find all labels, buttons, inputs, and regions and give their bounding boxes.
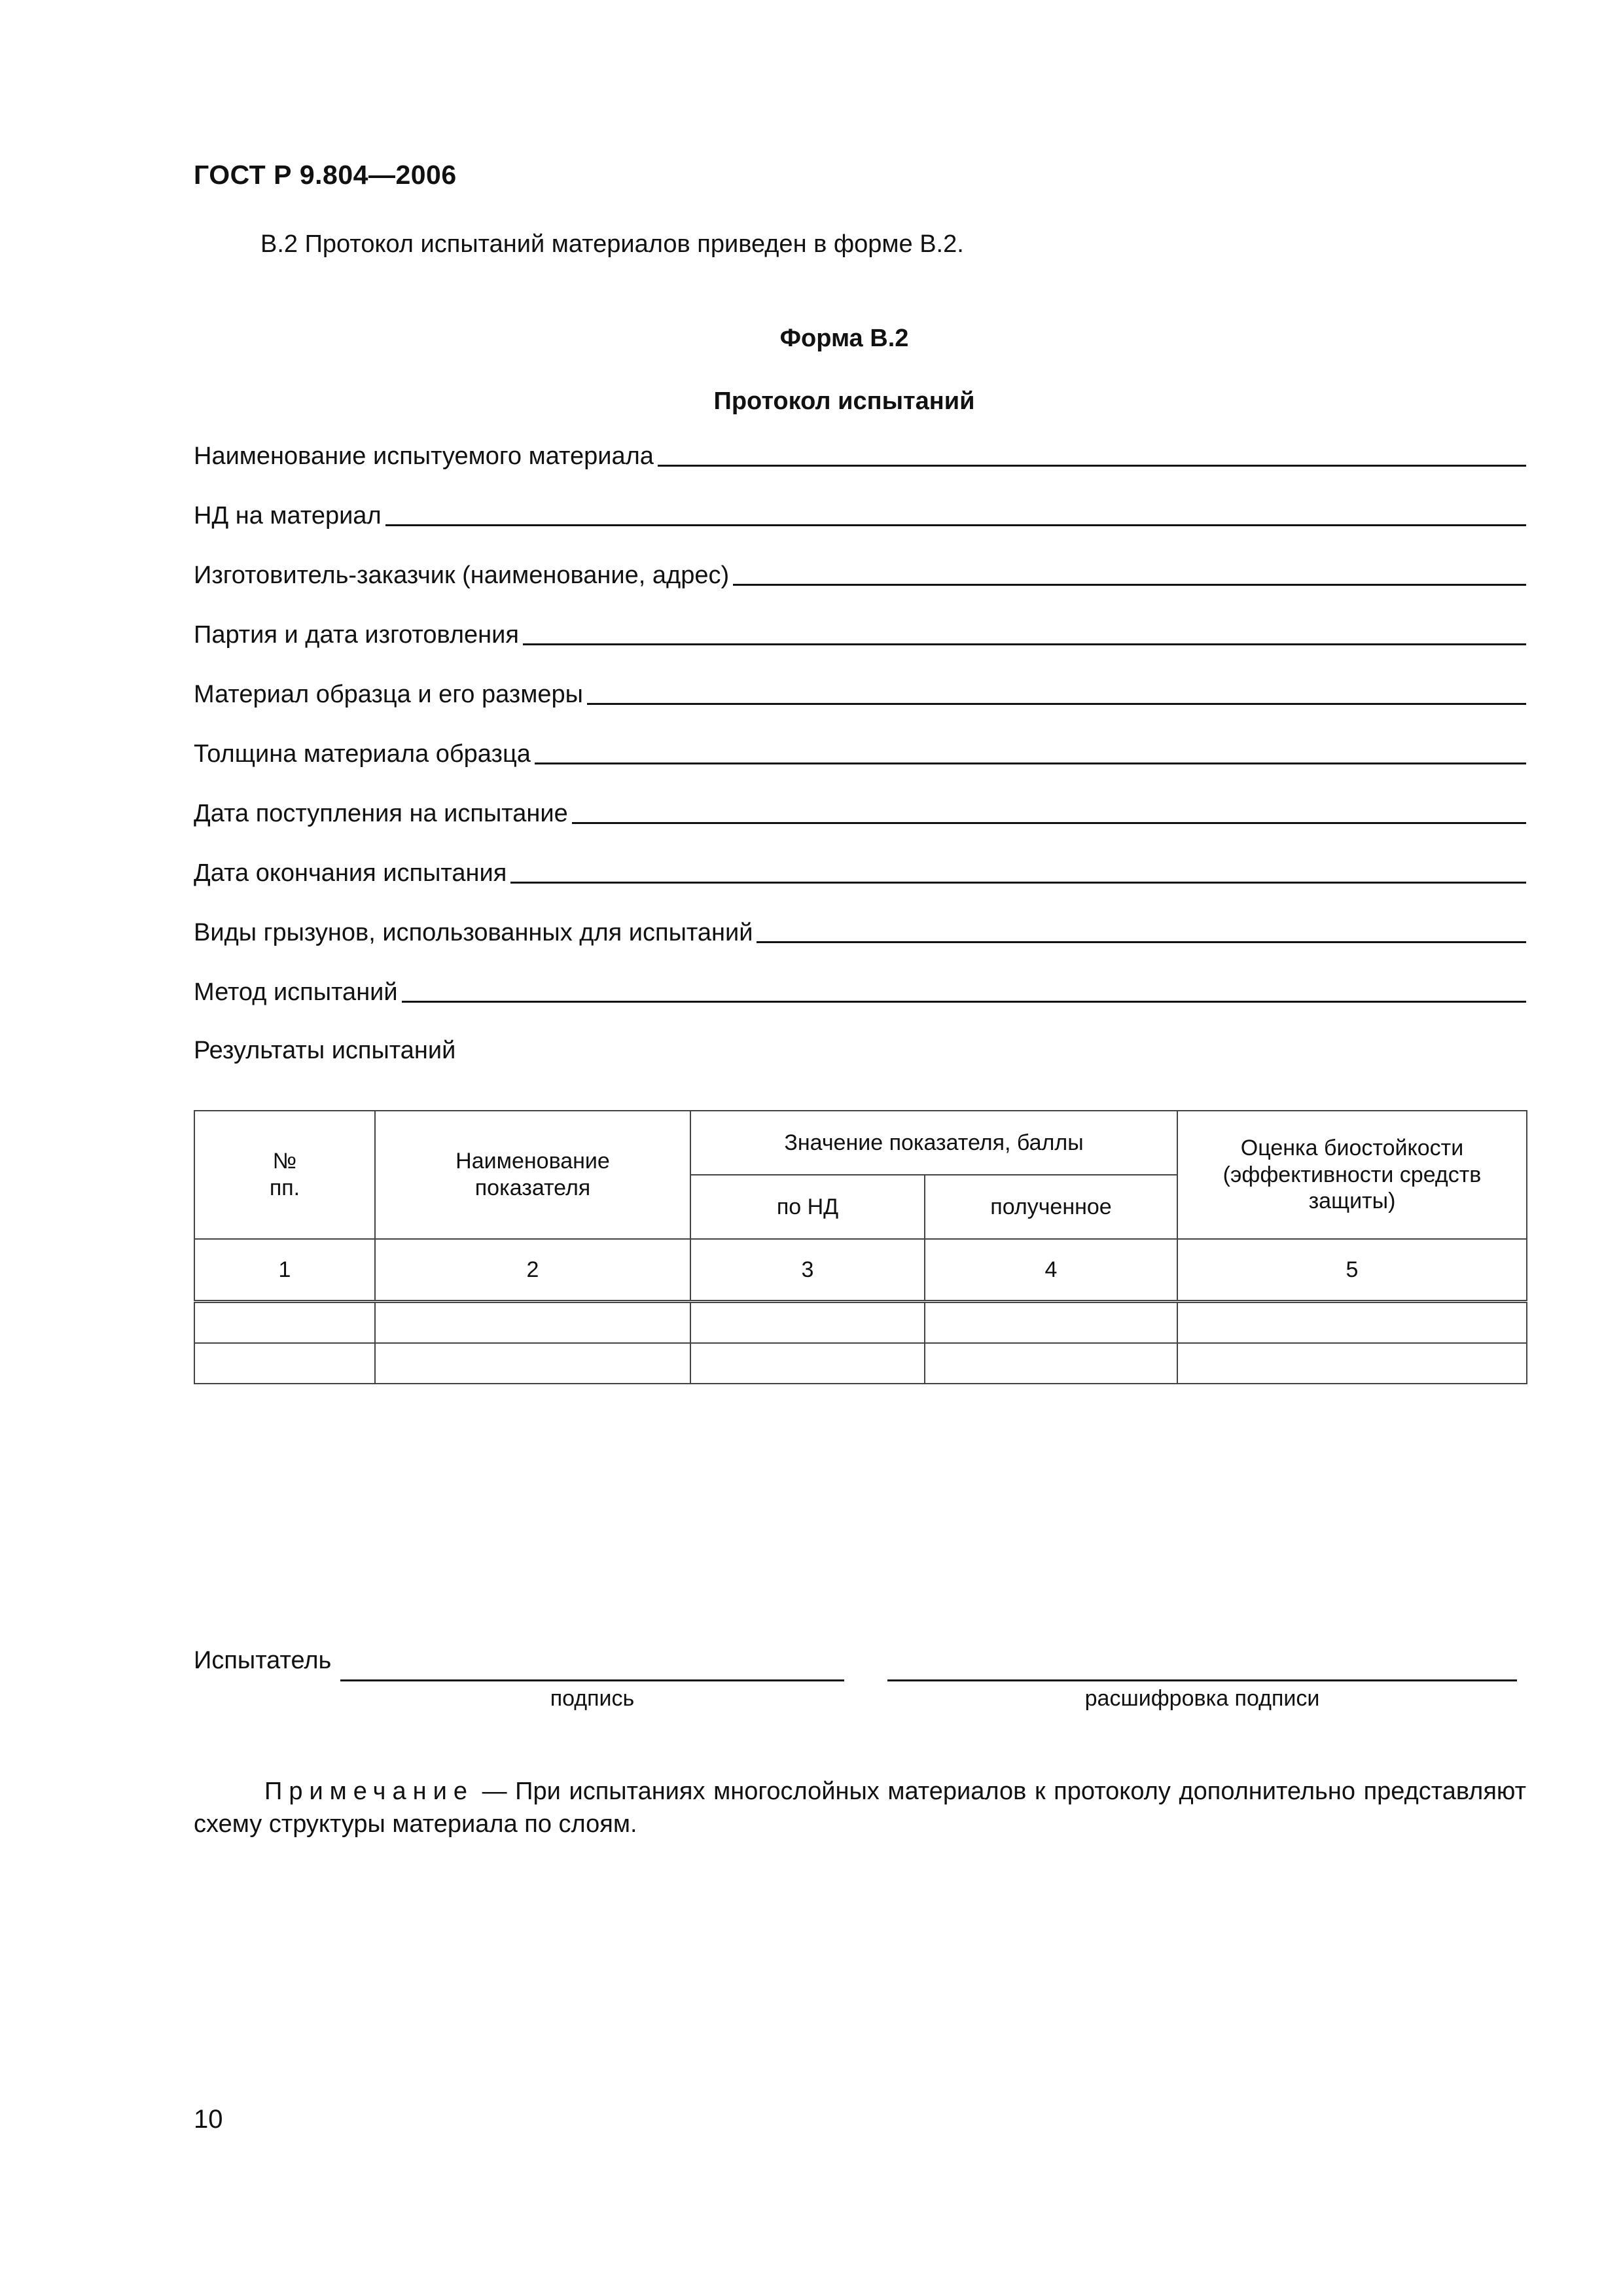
table-cell[interactable] (1177, 1343, 1527, 1384)
header-value-group: Значение показателя, баллы (690, 1111, 1177, 1175)
field-label: Толщина материала образца (194, 740, 531, 768)
results-table (194, 1110, 1527, 1384)
field-sample-thickness[interactable] (194, 740, 1526, 768)
page-number: 10 (194, 2105, 223, 2134)
field-sample-material[interactable] (194, 681, 1526, 709)
field-label: Дата окончания испытания (194, 859, 507, 887)
results-label: Результаты испытаний (194, 1037, 456, 1064)
header-indicator-name: Наименование показателя (375, 1111, 690, 1239)
field-end-date[interactable] (194, 859, 1526, 888)
table-row (194, 1302, 1527, 1344)
table-cell[interactable] (690, 1343, 925, 1384)
signature-caption: подпись (550, 1686, 635, 1711)
field-batch-date[interactable] (194, 621, 1526, 649)
field-nd[interactable] (194, 502, 1526, 530)
fill-line[interactable] (385, 524, 1526, 526)
field-label: Партия и дата изготовления (194, 621, 519, 649)
decoding-caption: расшифровка подписи (1084, 1686, 1320, 1711)
signature-line[interactable] (340, 1679, 844, 1681)
form-title: Форма В.2 (779, 325, 909, 352)
note-paragraph (194, 1775, 1526, 1840)
header-value-obtained: полученное (925, 1175, 1177, 1239)
field-label: Дата поступления на испытание (194, 800, 568, 827)
column-number: 4 (925, 1239, 1177, 1302)
fill-line[interactable] (757, 941, 1526, 943)
table-cell[interactable] (925, 1302, 1177, 1344)
header-num: № пп. (194, 1111, 375, 1239)
table-cell[interactable] (194, 1343, 375, 1384)
field-label: Изготовитель-заказчик (наименование, адрес) (194, 562, 730, 589)
note-prefix: Примечание (264, 1778, 474, 1805)
table-cell[interactable] (925, 1343, 1177, 1384)
field-manufacturer[interactable] (194, 562, 1526, 590)
table-cell[interactable] (375, 1343, 690, 1384)
header-value-nd: по НД (690, 1175, 925, 1239)
field-label: НД на материал (194, 502, 382, 529)
fill-line[interactable] (535, 762, 1526, 764)
document-code-header: ГОСТ Р 9.804—2006 (194, 160, 457, 190)
column-number: 2 (375, 1239, 690, 1302)
table-cell[interactable] (194, 1302, 375, 1344)
fill-line[interactable] (523, 643, 1526, 645)
field-label: Метод испытаний (194, 978, 398, 1006)
fill-line[interactable] (733, 583, 1526, 586)
field-label: Материал образца и его размеры (194, 681, 583, 708)
protocol-title: Протокол испытаний (713, 387, 975, 415)
table-cell[interactable] (375, 1302, 690, 1344)
note-text: — При испытаниях многослойных материалов к протоколу дополнительно представляют схему структуры материала по слоям. (194, 1778, 1526, 1838)
table-cell[interactable] (1177, 1302, 1527, 1344)
field-receipt-date[interactable] (194, 800, 1526, 828)
field-test-method[interactable] (194, 978, 1526, 1007)
fill-line[interactable] (658, 464, 1526, 467)
field-label: Наименование испытуемого материала (194, 442, 654, 470)
fill-line[interactable] (402, 1000, 1526, 1003)
column-number: 5 (1177, 1239, 1527, 1302)
signature-decoding-line[interactable] (887, 1679, 1517, 1681)
table-row (194, 1343, 1527, 1384)
fill-line[interactable] (587, 702, 1526, 705)
column-number-row (194, 1239, 1527, 1302)
table-cell[interactable] (690, 1302, 925, 1344)
signature-label: Испытатель (194, 1647, 332, 1674)
field-material-name[interactable] (194, 442, 1526, 471)
field-label: Виды грызунов, использованных для испытаний (194, 919, 753, 946)
fill-line[interactable] (510, 881, 1526, 884)
intro-paragraph: В.2 Протокол испытаний материалов приведен в форме В.2. (260, 230, 964, 258)
column-number: 3 (690, 1239, 925, 1302)
field-rodent-species[interactable] (194, 919, 1526, 947)
header-evaluation: Оценка биостойкости (эффективности средств защиты) (1177, 1111, 1527, 1239)
column-number: 1 (194, 1239, 375, 1302)
fill-line[interactable] (572, 821, 1526, 824)
